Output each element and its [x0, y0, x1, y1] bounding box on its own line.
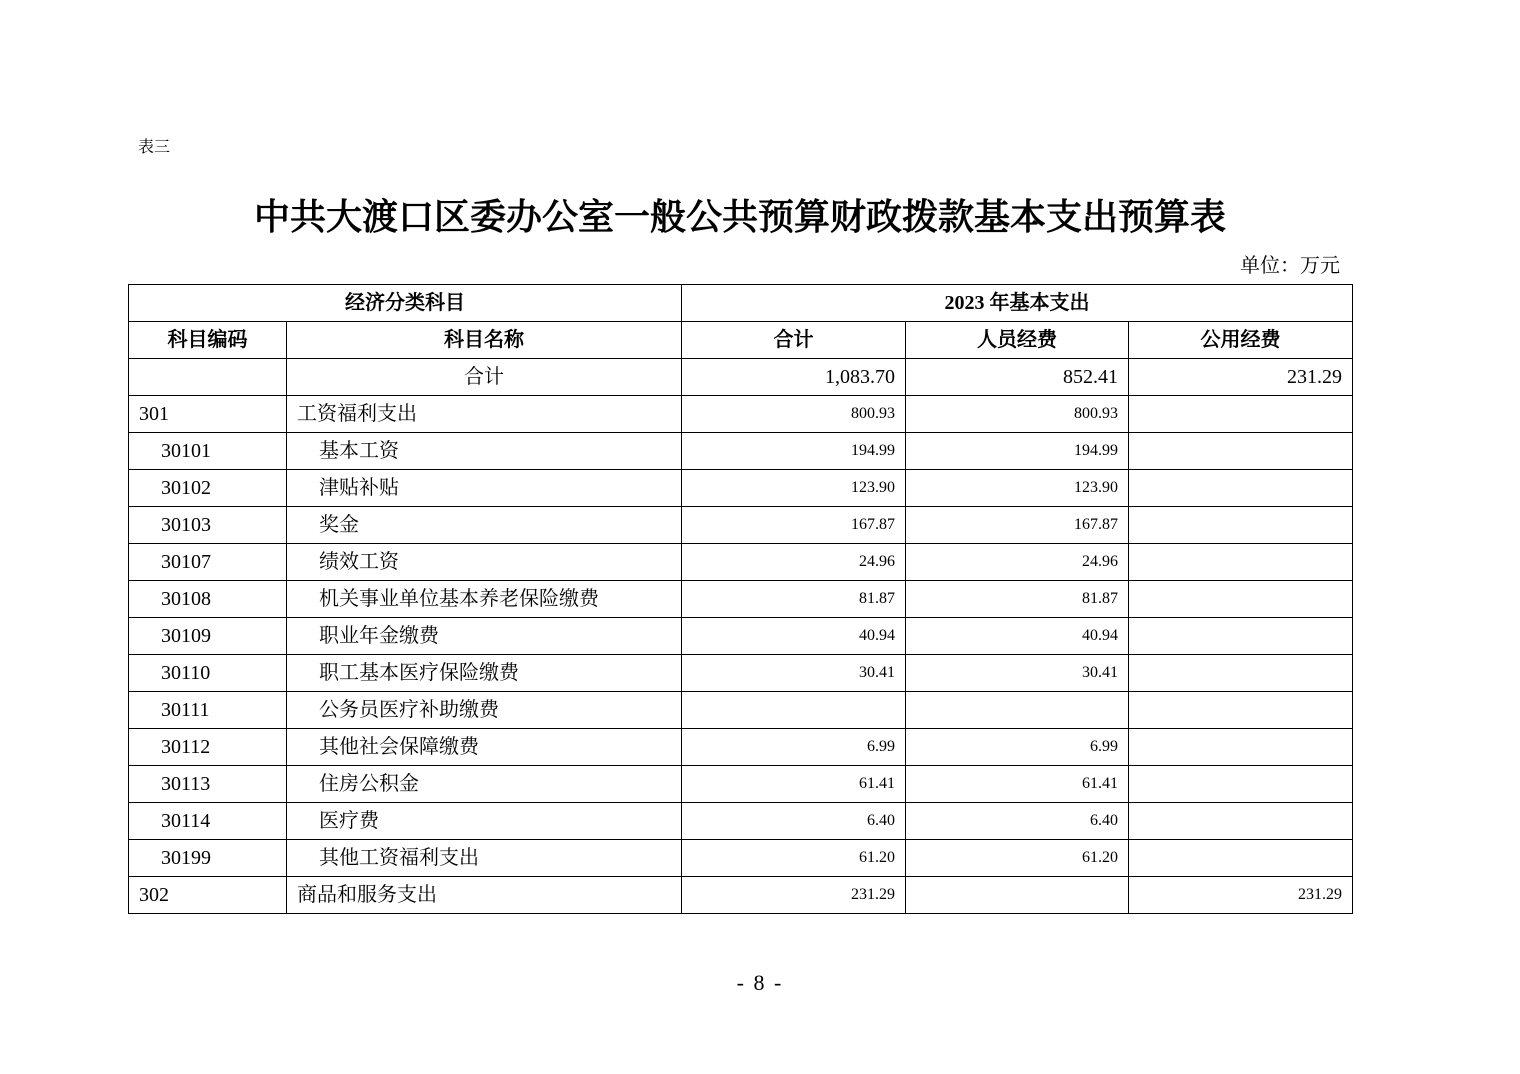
- public-amount: [1129, 581, 1353, 618]
- item-code: 30101: [129, 433, 287, 470]
- total-row-label: 合计: [287, 359, 682, 396]
- item-name: 职业年金缴费: [287, 618, 682, 655]
- item-name: 商品和服务支出: [287, 877, 682, 914]
- item-name: 机关事业单位基本养老保险缴费: [287, 581, 682, 618]
- public-amount: [1129, 803, 1353, 840]
- public-amount: [1129, 396, 1353, 433]
- column-header-name: 科目名称: [287, 322, 682, 359]
- public-amount: [1129, 618, 1353, 655]
- total-amount: 6.40: [682, 803, 906, 840]
- item-name: 奖金: [287, 507, 682, 544]
- total-amount: 6.99: [682, 729, 906, 766]
- total-amount: 40.94: [682, 618, 906, 655]
- personnel-amount: 40.94: [906, 618, 1129, 655]
- item-code: 302: [129, 877, 287, 914]
- personnel-amount: 30.41: [906, 655, 1129, 692]
- item-name: 其他社会保障缴费: [287, 729, 682, 766]
- item-code: 30114: [129, 803, 287, 840]
- table-row: [129, 655, 1353, 692]
- personnel-amount: 194.99: [906, 433, 1129, 470]
- item-code: 30113: [129, 766, 287, 803]
- personnel-amount: 6.99: [906, 729, 1129, 766]
- table-row: [129, 396, 1353, 433]
- item-name: 工资福利支出: [287, 396, 682, 433]
- item-code: 30108: [129, 581, 287, 618]
- public-amount: 231.29: [1129, 877, 1353, 914]
- personnel-amount: [906, 877, 1129, 914]
- total-row-total: 1,083.70: [682, 359, 906, 396]
- total-row-code: [129, 359, 287, 396]
- item-code: 30103: [129, 507, 287, 544]
- item-name: 公务员医疗补助缴费: [287, 692, 682, 729]
- page-title: 中共大渡口区委办公室一般公共预算财政拨款基本支出预算表: [253, 197, 1226, 237]
- personnel-amount: 800.93: [906, 396, 1129, 433]
- table-row: [129, 433, 1353, 470]
- column-header-public: 公用经费: [1129, 322, 1353, 359]
- total-amount: 231.29: [682, 877, 906, 914]
- total-amount: 123.90: [682, 470, 906, 507]
- item-name: 其他工资福利支出: [287, 840, 682, 877]
- total-amount: 24.96: [682, 544, 906, 581]
- personnel-amount: 81.87: [906, 581, 1129, 618]
- personnel-amount: 61.20: [906, 840, 1129, 877]
- item-code: 30110: [129, 655, 287, 692]
- total-row: [129, 359, 1353, 396]
- personnel-amount: 167.87: [906, 507, 1129, 544]
- public-amount: [1129, 729, 1353, 766]
- item-code: 30199: [129, 840, 287, 877]
- item-code: 30107: [129, 544, 287, 581]
- total-amount: 194.99: [682, 433, 906, 470]
- personnel-amount: 24.96: [906, 544, 1129, 581]
- public-amount: [1129, 544, 1353, 581]
- item-name: 津贴补贴: [287, 470, 682, 507]
- budget-table: [128, 284, 1353, 914]
- total-amount: 81.87: [682, 581, 906, 618]
- group-header-economic-classification: 经济分类科目: [129, 285, 682, 322]
- item-code: 30112: [129, 729, 287, 766]
- table-row: [129, 766, 1353, 803]
- table-row: [129, 877, 1353, 914]
- column-header-row: [129, 322, 1353, 359]
- item-code: 30109: [129, 618, 287, 655]
- column-header-code: 科目编码: [129, 322, 287, 359]
- item-code: 30102: [129, 470, 287, 507]
- total-amount: 800.93: [682, 396, 906, 433]
- table-row: [129, 692, 1353, 729]
- group-header-row: [129, 285, 1353, 322]
- total-row-personnel: 852.41: [906, 359, 1129, 396]
- column-header-personnel: 人员经费: [906, 322, 1129, 359]
- public-amount: [1129, 766, 1353, 803]
- item-name: 职工基本医疗保险缴费: [287, 655, 682, 692]
- total-amount: 61.41: [682, 766, 906, 803]
- total-amount: [682, 692, 906, 729]
- personnel-amount: 61.41: [906, 766, 1129, 803]
- public-amount: [1129, 507, 1353, 544]
- table-row: [129, 544, 1353, 581]
- personnel-amount: [906, 692, 1129, 729]
- total-amount: 30.41: [682, 655, 906, 692]
- public-amount: [1129, 840, 1353, 877]
- table-row: [129, 507, 1353, 544]
- public-amount: [1129, 655, 1353, 692]
- group-header-basic-expenditure: 2023 年基本支出: [682, 285, 1353, 322]
- total-row-public: 231.29: [1129, 359, 1353, 396]
- total-amount: 61.20: [682, 840, 906, 877]
- item-code: 301: [129, 396, 287, 433]
- public-amount: [1129, 692, 1353, 729]
- table-row: [129, 470, 1353, 507]
- personnel-amount: 123.90: [906, 470, 1129, 507]
- table-row: [129, 840, 1353, 877]
- table-number-label: 表三: [138, 139, 171, 156]
- item-name: 医疗费: [287, 803, 682, 840]
- public-amount: [1129, 470, 1353, 507]
- item-name: 绩效工资: [287, 544, 682, 581]
- item-name: 基本工资: [287, 433, 682, 470]
- table-row: [129, 618, 1353, 655]
- page-number: - 8 -: [736, 970, 784, 995]
- public-amount: [1129, 433, 1353, 470]
- item-name: 住房公积金: [287, 766, 682, 803]
- item-code: 30111: [129, 692, 287, 729]
- personnel-amount: 6.40: [906, 803, 1129, 840]
- table-row: [129, 729, 1353, 766]
- column-header-total: 合计: [682, 322, 906, 359]
- total-amount: 167.87: [682, 507, 906, 544]
- table-row: [129, 803, 1353, 840]
- table-row: [129, 581, 1353, 618]
- unit-label: 单位：万元: [1240, 255, 1340, 277]
